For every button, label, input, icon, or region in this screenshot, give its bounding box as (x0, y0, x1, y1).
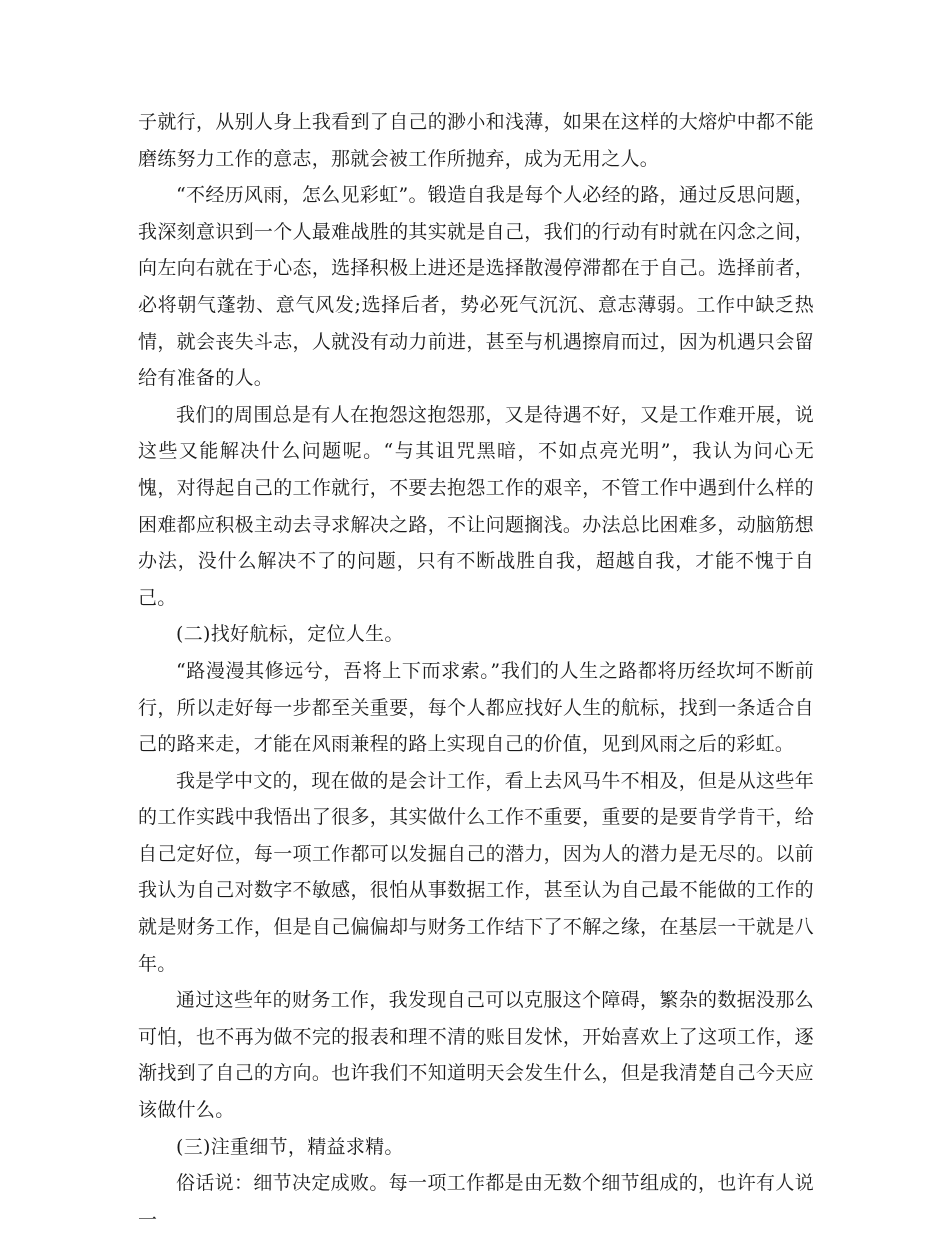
paragraph-life-path: “路漫漫其修远兮，吾将上下而求索。”我们的人生之路都将历经坎坷不断前行，所以走好每一步都至关重要，每个人都应找好人生的航标，找到一条适合自己的路来走，才能在风雨兼程的路上实现自己的价值，见到风雨之后的彩虹。 (138, 659, 814, 756)
paragraph-accounting-work: 我是学中文的，现在做的是会计工作，看上去风马牛不相及，但是从这些年的工作实践中我悟出了很多，其实做什么工作不重要，重要的是要肯学肯干，给自己定好位，每一项工作都可以发掘自己的潜力，因为人的潜力是无尽的。以前我认为自己对数字不敏感，很怕从事数据工作，甚至认为自己最不能做的工作的就是财务工作，但是自己偏偏却与财务工作结下了不解之缘，在基层一干就是八年。 (138, 769, 814, 975)
document-body (138, 104, 814, 1238)
paragraph-complaints: 我们的周围总是有人在抱怨这抱怨那，又是待遇不好，又是工作难开展，说这些又能解决什么问题呢。“与其诅咒黑暗，不如点亮光明”，我认为问心无愧，对得起自己的工作就行，不要去抱怨工作的艰辛，不管工作中遇到什么样的困难都应积极主动去寻求解决之路，不让问题搁浅。办法总比困难多，动脑筋想办法，没什么解决不了的问题，只有不断战胜自我，超越自我，才能不愧于自己。 (138, 403, 814, 609)
paragraph-overcome-obstacle: 通过这些年的财务工作，我发现自己可以克服这个障碍，繁杂的数据没那么可怕，也不再为做不完的报表和理不清的账目发怵，开始喜欢上了这项工作，逐渐找到了自己的方向。也许我们不知道明天会发生什么，但是我清楚自己今天应该做什么。 (138, 989, 814, 1122)
paragraph-continuation: 子就行，从别人身上我看到了自己的渺小和浅薄，如果在这样的大熔炉中都不能磨练努力工作的意志，那就会被工作所抛弃，成为无用之人。 (138, 111, 814, 170)
paragraph-rainbow-quote: “不经历风雨，怎么见彩虹”。锻造自我是每个人必经的路，通过反思问题，我深刻意识到一个人最难战胜的其实就是自己，我们的行动有时就在闪念之间，向左向右就在于心态，选择积极上进还是选择散漫停滞都在于自己。选择前者，必将朝气蓬勃、意气风发;选择后者，势必死气沉沉、意志薄弱。工作中缺乏热情，就会丧失斗志，人就没有动力前进，甚至与机遇擦肩而过，因为机遇只会留给有准备的人。 (138, 184, 814, 390)
paragraph-details: 俗话说：细节决定成败。每一项工作都是由无数个细节组成的，也许有人说一 (138, 1172, 814, 1231)
section-heading-2: (二)找好航标，定位人生。 (176, 623, 404, 646)
section-heading-3: (三)注重细节，精益求精。 (176, 1135, 404, 1158)
